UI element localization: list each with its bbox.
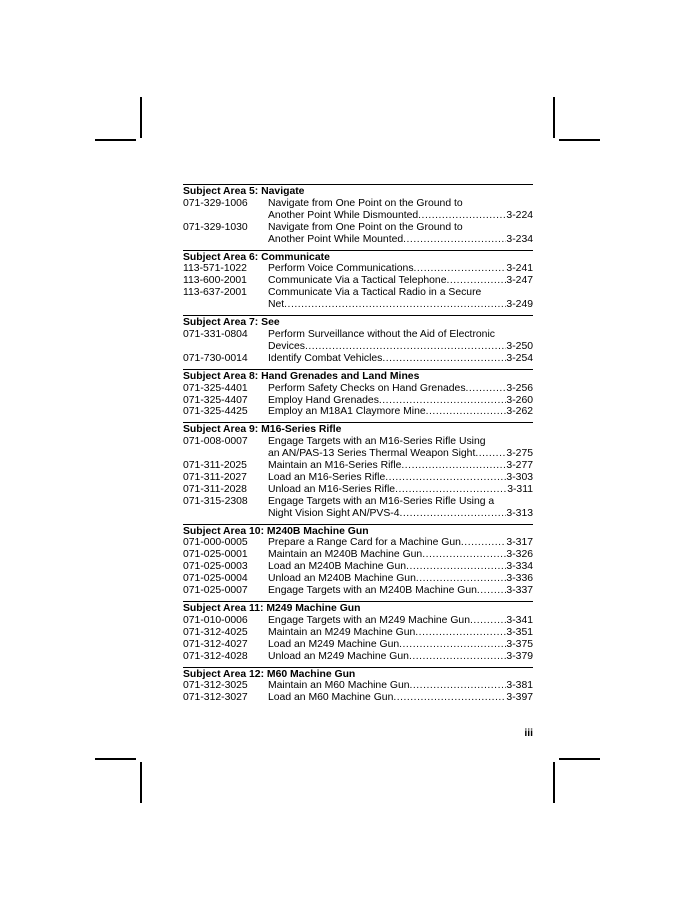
task-number: 071-312-4027	[183, 638, 248, 650]
task-title-final-line	[268, 484, 533, 496]
toc-entry[interactable]	[183, 406, 533, 418]
task-title: Another Point While Mounted	[268, 233, 404, 245]
toc-entry[interactable]	[183, 287, 533, 311]
task-number: 071-000-0005	[183, 537, 248, 549]
task-number: 113-571-1022	[183, 263, 247, 275]
toc-section	[183, 315, 533, 369]
task-number: 071-008-0007	[183, 436, 248, 448]
dot-leader	[446, 275, 506, 287]
task-title: Communicate Via a Tactical Telephone	[268, 275, 447, 287]
toc-section	[183, 184, 533, 250]
entry-body	[268, 651, 533, 663]
dot-leader	[422, 549, 506, 561]
task-title-final-line	[268, 615, 533, 627]
page-reference: 3-247	[506, 275, 533, 287]
dot-leader	[393, 692, 506, 704]
page-reference: 3-254	[506, 352, 533, 364]
task-title-final-line	[268, 406, 533, 418]
crop-mark-bottom-right-vertical	[553, 762, 555, 803]
page-reference: 3-313	[506, 507, 533, 519]
section-heading: Subject Area 12: M60 Machine Gun	[183, 668, 356, 680]
toc-entry[interactable]	[183, 460, 533, 472]
task-number: 071-025-0007	[183, 585, 248, 597]
page-reference: 3-241	[506, 263, 533, 275]
task-title-final-line	[268, 561, 533, 573]
task-number: 071-329-1030	[183, 221, 248, 233]
task-title: Load an M240B Machine Gun	[268, 561, 407, 573]
entry-body	[268, 561, 533, 573]
task-title-final-line	[268, 627, 533, 639]
toc-entry[interactable]	[183, 627, 533, 639]
task-title-final-line	[268, 299, 533, 311]
page-reference: 3-256	[506, 382, 533, 394]
dot-leader	[401, 460, 506, 472]
toc-entry[interactable]	[183, 651, 533, 663]
entry-body	[268, 573, 533, 585]
page-reference: 3-303	[506, 471, 533, 483]
task-title-final-line	[268, 234, 533, 246]
dot-leader	[410, 680, 507, 692]
page-reference: 3-250	[506, 340, 533, 352]
page-reference: 3-379	[506, 650, 533, 662]
task-title: an AN/PAS-13 Series Thermal Weapon Sight	[268, 448, 476, 460]
entry-body	[268, 436, 533, 460]
task-title-final-line	[268, 341, 533, 353]
task-number: 071-329-1006	[183, 197, 248, 209]
task-title-final-line	[268, 549, 533, 561]
task-number: 071-311-2027	[183, 471, 247, 483]
task-title-final-line	[268, 573, 533, 585]
task-number: 071-025-0003	[183, 561, 248, 573]
entry-body	[268, 353, 533, 365]
page-reference: 3-224	[506, 209, 533, 221]
task-title: Load an M60 Machine Gun	[268, 692, 394, 704]
dot-leader	[379, 395, 507, 407]
toc-entry[interactable]	[183, 263, 533, 275]
entry-body	[268, 395, 533, 407]
task-title: Employ an M18A1 Claymore Mine	[268, 406, 426, 418]
task-title-final-line	[268, 680, 533, 692]
task-title: Perform Voice Communications	[268, 263, 414, 275]
crop-mark-bottom-left-vertical	[140, 762, 142, 803]
toc-entry[interactable]	[183, 383, 533, 395]
dot-leader	[416, 573, 507, 585]
entry-body	[268, 275, 533, 287]
page-reference: 3-334	[506, 561, 533, 573]
task-title: Unload an M249 Machine Gun	[268, 650, 409, 662]
toc-entry[interactable]	[183, 496, 533, 520]
section-heading: Subject Area 9: M16-Series Rifle	[183, 424, 342, 436]
toc-entry[interactable]	[183, 275, 533, 287]
task-title-final-line	[268, 692, 533, 704]
toc-entry[interactable]	[183, 537, 533, 549]
dot-leader	[461, 537, 507, 549]
toc-section	[183, 422, 533, 523]
task-title: Maintain an M249 Machine Gun	[268, 626, 416, 638]
section-heading: Subject Area 8: Hand Grenades and Land Mines	[183, 370, 420, 382]
task-title: Load an M249 Machine Gun	[268, 638, 400, 650]
entry-body	[268, 406, 533, 418]
dot-leader	[426, 406, 507, 418]
entry-body	[268, 222, 533, 246]
task-title: Unload an M240B Machine Gun	[268, 573, 416, 585]
task-number: 113-600-2001	[183, 275, 247, 287]
dot-leader	[399, 639, 506, 651]
entry-body	[268, 472, 533, 484]
task-number: 071-325-4407	[183, 394, 248, 406]
task-number: 071-025-0001	[183, 549, 248, 561]
crop-mark-bottom-right-horizontal	[559, 758, 600, 760]
task-title: Identify Combat Vehicles	[268, 352, 383, 364]
page-reference: 3-277	[506, 460, 533, 472]
task-title-line: Navigate from One Point on the Ground to	[268, 221, 463, 233]
task-number: 071-312-3027	[183, 692, 248, 704]
dot-leader	[403, 234, 506, 246]
page-reference: 3-234	[506, 233, 533, 245]
task-number: 071-325-4401	[183, 382, 248, 394]
task-title-line: Communicate Via a Tactical Radio in a Secure	[268, 287, 482, 299]
toc-entry[interactable]	[183, 222, 533, 246]
dot-leader	[385, 472, 506, 484]
entry-body	[268, 460, 533, 472]
task-title-final-line	[268, 263, 533, 275]
task-title-final-line	[268, 537, 533, 549]
task-number: 071-325-4425	[183, 406, 248, 418]
toc-entry[interactable]	[183, 198, 533, 222]
dot-leader	[400, 508, 507, 520]
dot-leader	[414, 263, 507, 275]
section-heading: Subject Area 11: M249 Machine Gun	[183, 603, 361, 614]
toc-entry[interactable]	[183, 472, 533, 484]
task-title: Night Vision Sight AN/PVS-4	[268, 507, 400, 519]
entry-body	[268, 692, 533, 704]
task-title-line: Engage Targets with an M16-Series Rifle Using a	[268, 495, 495, 507]
section-heading: Subject Area 5: Navigate	[183, 186, 305, 197]
page-number: iii	[524, 728, 533, 739]
task-title: Prepare a Range Card for a Machine Gun	[268, 537, 461, 549]
toc-section	[183, 369, 533, 423]
dot-leader	[406, 561, 506, 573]
crop-mark-top-left-horizontal	[95, 139, 136, 141]
task-number: 071-025-0004	[183, 573, 248, 585]
toc-entry[interactable]	[183, 549, 533, 561]
entry-body	[268, 287, 533, 311]
task-number: 071-311-2025	[183, 460, 247, 472]
task-title-final-line	[268, 639, 533, 651]
page-reference: 3-336	[506, 573, 533, 585]
section-heading: Subject Area 6: Communicate	[183, 251, 330, 263]
page-reference: 3-381	[506, 680, 533, 692]
entry-body	[268, 263, 533, 275]
page-reference: 3-260	[506, 394, 533, 406]
toc-entry[interactable]	[183, 329, 533, 353]
task-number: 113-637-2001	[183, 287, 247, 299]
page-reference: 3-311	[507, 483, 533, 495]
task-title: Maintain an M240B Machine Gun	[268, 549, 423, 561]
dot-leader	[284, 299, 506, 311]
task-title-final-line	[268, 460, 533, 472]
task-number: 071-312-4028	[183, 650, 248, 662]
page-reference: 3-249	[506, 299, 533, 311]
toc-entry[interactable]	[183, 573, 533, 585]
entry-body	[268, 329, 533, 353]
task-title: Maintain an M16-Series Rifle	[268, 460, 402, 472]
table-of-contents	[183, 184, 533, 708]
task-title-final-line	[268, 210, 533, 222]
entry-body	[268, 680, 533, 692]
task-number: 071-010-0006	[183, 614, 248, 626]
task-title-final-line	[268, 275, 533, 287]
entry-body	[268, 585, 533, 597]
page-reference: 3-351	[506, 626, 533, 638]
crop-mark-bottom-left-horizontal	[95, 758, 136, 760]
dot-leader	[415, 627, 506, 639]
entry-body	[268, 484, 533, 496]
crop-mark-top-right-horizontal	[559, 139, 600, 141]
dot-leader	[477, 585, 507, 597]
toc-entry[interactable]	[183, 561, 533, 573]
entry-body	[268, 383, 533, 395]
task-number: 071-312-4025	[183, 626, 248, 638]
task-title: Engage Targets with an M240B Machine Gun	[268, 585, 477, 597]
task-title-final-line	[268, 353, 533, 365]
task-title: Devices	[268, 340, 305, 352]
dot-leader	[470, 615, 506, 627]
task-title: Unload an M16-Series Rifle	[268, 483, 396, 495]
toc-section	[183, 601, 533, 667]
task-number: 071-331-0804	[183, 328, 248, 340]
toc-section	[183, 667, 533, 709]
crop-mark-top-left-vertical	[140, 97, 142, 138]
page-reference: 3-275	[506, 448, 533, 460]
page-reference: 3-375	[506, 638, 533, 650]
toc-entry[interactable]	[183, 680, 533, 692]
dot-leader	[466, 383, 507, 395]
toc-entry[interactable]	[183, 484, 533, 496]
toc-entry[interactable]	[183, 353, 533, 365]
dot-leader	[305, 341, 506, 353]
task-title-final-line	[268, 448, 533, 460]
task-number: 071-312-3025	[183, 680, 248, 692]
task-title: Engage Targets with an M249 Machine Gun	[268, 614, 470, 626]
entry-body	[268, 639, 533, 651]
dot-leader	[409, 651, 506, 663]
entry-body	[268, 496, 533, 520]
task-title-final-line	[268, 383, 533, 395]
task-title-final-line	[268, 651, 533, 663]
page-reference: 3-341	[506, 614, 533, 626]
entry-body	[268, 615, 533, 627]
toc-entry[interactable]	[183, 395, 533, 407]
toc-section	[183, 524, 533, 601]
task-number: 071-315-2308	[183, 495, 248, 507]
task-title: Maintain an M60 Machine Gun	[268, 680, 410, 692]
page-reference: 3-262	[506, 406, 533, 418]
task-number: 071-730-0014	[183, 352, 248, 364]
toc-entry[interactable]	[183, 639, 533, 651]
section-heading: Subject Area 10: M240B Machine Gun	[183, 525, 369, 537]
task-title-final-line	[268, 585, 533, 597]
task-title: Perform Safety Checks on Hand Grenades	[268, 382, 466, 394]
entry-body	[268, 537, 533, 549]
task-title-final-line	[268, 472, 533, 484]
toc-entry[interactable]	[183, 585, 533, 597]
task-number: 071-311-2028	[183, 483, 247, 495]
toc-entry[interactable]	[183, 615, 533, 627]
dot-leader	[382, 353, 506, 365]
entry-body	[268, 627, 533, 639]
task-title-line: Engage Targets with an M16-Series Rifle Using	[268, 436, 486, 448]
dot-leader	[475, 448, 506, 460]
task-title: Net	[268, 299, 285, 311]
task-title-final-line	[268, 395, 533, 407]
entry-body	[268, 198, 533, 222]
page-reference: 3-317	[506, 537, 533, 549]
task-title: Another Point While Dismounted	[268, 209, 419, 221]
dot-leader	[418, 210, 506, 222]
page-reference: 3-397	[506, 692, 533, 704]
dot-leader	[395, 484, 507, 496]
page-reference: 3-326	[506, 549, 533, 561]
toc-entry[interactable]	[183, 436, 533, 460]
entry-body	[268, 549, 533, 561]
crop-mark-top-right-vertical	[553, 97, 555, 138]
task-title-line: Navigate from One Point on the Ground to	[268, 197, 463, 209]
toc-section	[183, 250, 533, 316]
task-title-final-line	[268, 508, 533, 520]
section-heading: Subject Area 7: See	[183, 317, 280, 329]
task-title-line: Perform Surveillance without the Aid of Electronic	[268, 328, 495, 340]
task-title: Employ Hand Grenades	[268, 394, 379, 406]
toc-entry[interactable]	[183, 692, 533, 704]
page-reference: 3-337	[506, 585, 533, 597]
task-title: Load an M16-Series Rifle	[268, 471, 386, 483]
